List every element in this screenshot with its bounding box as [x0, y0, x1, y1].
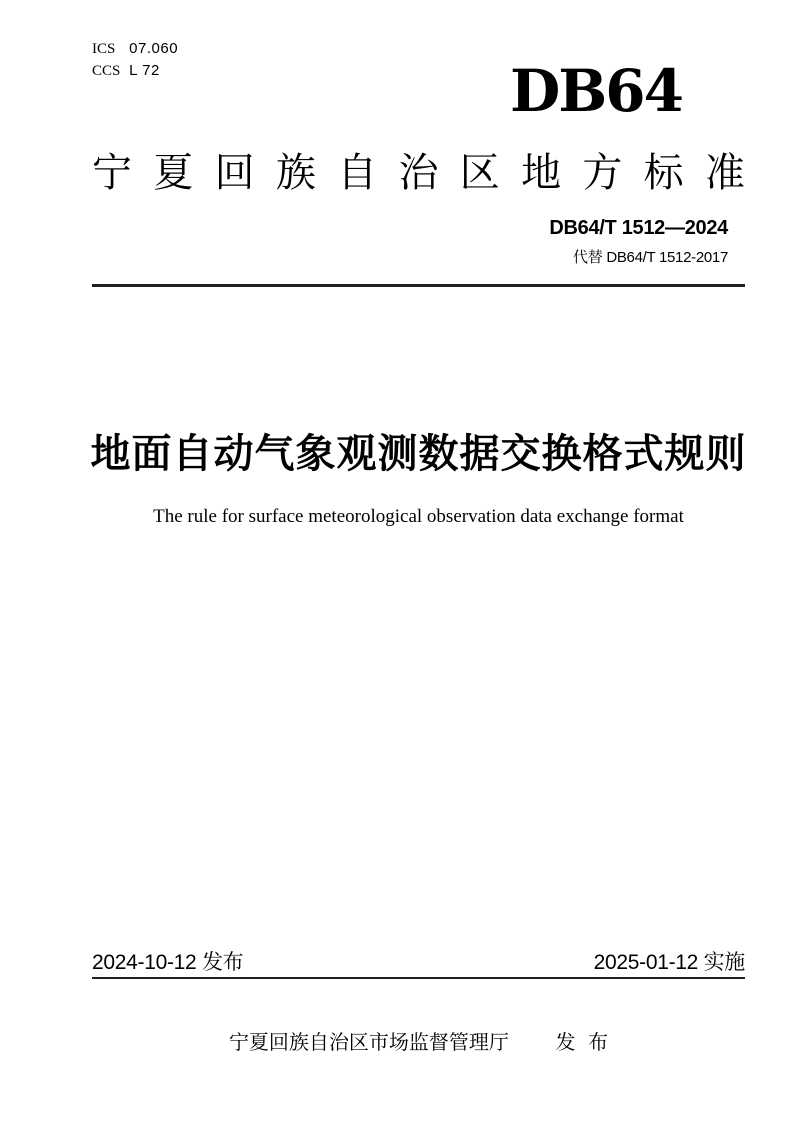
standard-number-block	[549, 217, 728, 267]
publisher-name: 宁夏回族自治区市场监督管理厅	[228, 1032, 509, 1054]
ccs-value: L 72	[129, 62, 160, 79]
db64-logo: DB64	[509, 57, 682, 125]
banner-char: 治	[398, 151, 439, 195]
page-title-zh: 地面自动气象观测数据交换格式规则	[90, 432, 747, 476]
banner-char: 区	[459, 151, 500, 195]
dates-row	[92, 951, 745, 975]
standard-number: DB64/T 1512—2024	[549, 217, 728, 239]
standard-category-banner	[92, 151, 745, 195]
banner-char: 宁	[92, 151, 132, 195]
banner-char: 夏	[153, 151, 194, 195]
banner-char: 地	[521, 151, 562, 195]
implement-date: 2025-01-12 实施	[593, 951, 745, 974]
banner-char: 自	[337, 151, 378, 195]
classification-codes	[92, 38, 178, 82]
publisher-row	[92, 1031, 745, 1055]
banner-char: 标	[643, 151, 684, 195]
ics-value: 07.060	[129, 40, 179, 57]
superseded-standard: 代替 DB64/T 1512-2017	[573, 249, 728, 266]
ccs-code	[92, 60, 178, 82]
footer-divider	[92, 977, 745, 979]
page-title-en: The rule for surface meteorological observation data exchange format	[153, 506, 684, 527]
banner-char: 族	[275, 151, 316, 195]
banner-char: 回	[214, 151, 255, 195]
ics-label: ICS	[92, 41, 116, 57]
banner-char: 方	[582, 151, 623, 195]
ccs-label: CCS	[92, 63, 121, 79]
ics-code	[92, 38, 178, 60]
header-divider	[92, 284, 745, 287]
issue-date: 2024-10-12 发布	[92, 951, 244, 974]
publish-action-label: 发 布	[555, 1032, 609, 1054]
banner-char: 准	[704, 151, 745, 195]
